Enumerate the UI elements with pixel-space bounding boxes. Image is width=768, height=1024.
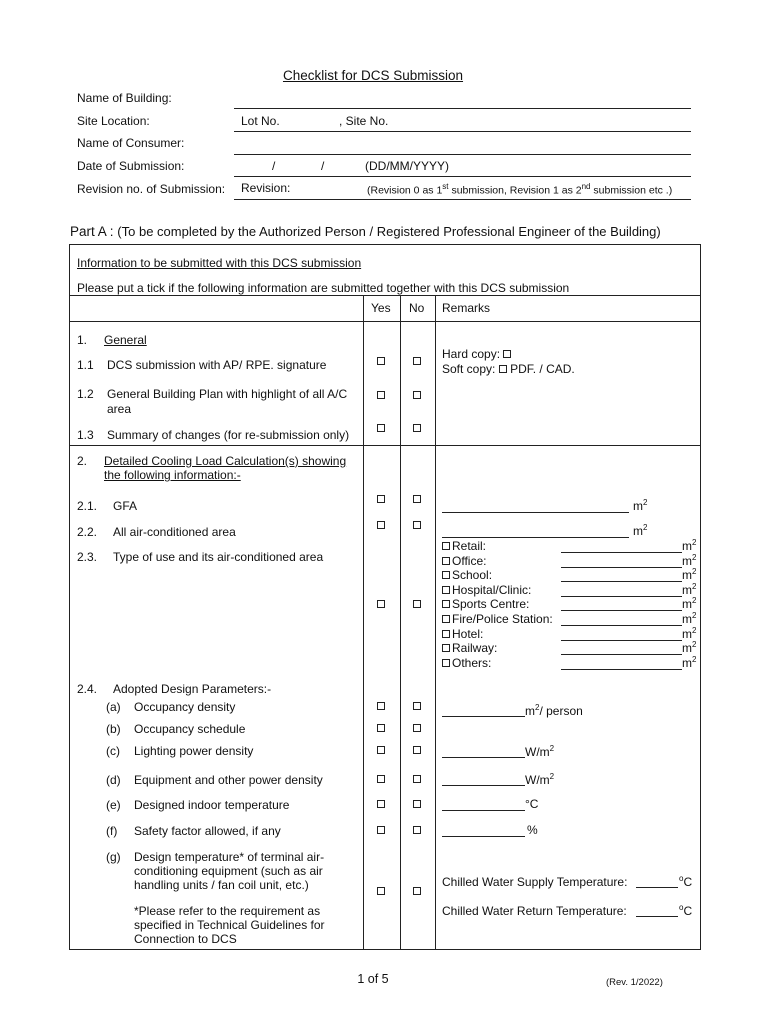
- lighting-power-blank[interactable]: [442, 757, 525, 758]
- item-1-3-no-checkbox[interactable]: [413, 424, 421, 432]
- item-1-3-yes-checkbox[interactable]: [377, 424, 385, 432]
- soft-copy-remark: Soft copy: PDF. / CAD.: [442, 362, 575, 376]
- safety-factor-blank[interactable]: [442, 836, 525, 837]
- chw-return-label: Chilled Water Return Temperature:: [442, 904, 627, 918]
- item-2-2-yes-checkbox[interactable]: [377, 521, 385, 529]
- use-type-area-blank[interactable]: [561, 625, 682, 626]
- item-1-1-no-checkbox[interactable]: [413, 357, 421, 365]
- use-type-label: Sports Centre:: [452, 597, 530, 612]
- use-type-unit: $m^2$: [682, 552, 697, 568]
- occupancy-density-blank[interactable]: [442, 716, 525, 717]
- section-2-title-a: Detailed Cooling Load Calculation(s) showing: [104, 454, 347, 468]
- ac-area-unit: $m^2$: [633, 523, 648, 538]
- param-yes-checkbox[interactable]: [377, 702, 385, 710]
- item-1-1-number: 1.1: [77, 358, 94, 372]
- item-1-1-yes-checkbox[interactable]: [377, 357, 385, 365]
- lighting-power-unit: $W/m^2$: [525, 744, 555, 759]
- use-type-checkbox[interactable]: [442, 586, 450, 594]
- revision-footer: (Rev. 1/2022): [606, 977, 663, 988]
- param-no-checkbox[interactable]: [413, 775, 421, 783]
- revision-line: [234, 199, 691, 200]
- chw-supply-unit: $^o$C: [679, 874, 693, 889]
- section-2-title-b: the following information:-: [104, 468, 241, 482]
- use-type-label: Hotel:: [452, 626, 484, 641]
- info-heading: Information to be submitted with this DCS submission: [77, 256, 362, 270]
- item-1-2-no-checkbox[interactable]: [413, 391, 421, 399]
- param-letter: (c): [106, 744, 120, 758]
- use-type-area-blank[interactable]: [561, 640, 682, 641]
- param-yes-checkbox[interactable]: [377, 746, 385, 754]
- name-of-building-label: Name of Building:: [77, 91, 172, 105]
- param-no-checkbox[interactable]: [413, 800, 421, 808]
- chw-return-unit: $^o$C: [679, 903, 693, 918]
- date-slash-1: /: [272, 159, 276, 173]
- use-type-checkbox[interactable]: [442, 571, 450, 579]
- param-letter: (d): [106, 773, 121, 787]
- use-type-checkbox[interactable]: [442, 557, 450, 565]
- param-text: Lighting power density: [134, 744, 254, 758]
- param-no-checkbox[interactable]: [413, 746, 421, 754]
- col-divider-remarks: [435, 295, 436, 950]
- chw-supply-blank[interactable]: [636, 887, 678, 888]
- use-type-checkbox[interactable]: [442, 600, 450, 608]
- col-divider-yes: [363, 295, 364, 950]
- use-type-label: School:: [452, 568, 493, 583]
- gfa-unit: $m^2$: [633, 498, 648, 513]
- param-text: Design temperature* of terminal air-: [134, 850, 325, 864]
- date-of-submission-label: Date of Submission:: [77, 159, 185, 173]
- name-of-consumer-line: [234, 154, 691, 155]
- use-type-label: Fire/Police Station:: [452, 612, 553, 626]
- item-2-1-text: GFA: [113, 499, 138, 513]
- use-type-unit: $m^2$: [682, 640, 697, 656]
- indoor-temp-unit: °C: [525, 797, 539, 811]
- param-letter: (f): [106, 824, 118, 838]
- section-1-number: 1.: [77, 333, 88, 347]
- param-text: Equipment and other power density: [134, 773, 323, 787]
- page-title: Checklist for DCS Submission: [282, 68, 464, 83]
- name-of-consumer-label: Name of Consumer:: [77, 136, 185, 150]
- item-2-2-number: 2.2.: [77, 525, 98, 539]
- site-no-label: , Site No.: [339, 114, 389, 128]
- use-type-unit: $m^2$: [682, 581, 697, 597]
- use-type-label: Hospital/Clinic:: [452, 582, 532, 597]
- param-g-no-checkbox[interactable]: [413, 887, 421, 895]
- param-letter: (b): [106, 722, 121, 736]
- col-divider-no: [400, 295, 401, 950]
- use-type-checkbox[interactable]: [442, 644, 450, 652]
- part-a-heading: Part A : (To be completed by the Authorized Person / Registered Professional Engineer of the Building): [70, 224, 661, 239]
- site-location-label: Site Location:: [77, 114, 150, 128]
- param-no-checkbox[interactable]: [413, 826, 421, 834]
- item-1-2-text-b: area: [107, 402, 132, 416]
- param-g-line-2: conditioning equipment (such as air: [134, 864, 323, 878]
- revision-note: (Revision 0 as 1st submission, Revision 1 as 2nd submission etc .): [367, 182, 673, 197]
- param-text: Designed indoor temperature: [134, 798, 290, 812]
- page-number: 1 of 5: [357, 972, 389, 986]
- date-slash-2: /: [321, 159, 325, 173]
- equipment-power-blank[interactable]: [442, 785, 525, 786]
- section-1-title: General: [104, 333, 147, 347]
- use-type-area-blank[interactable]: [561, 596, 682, 597]
- param-yes-checkbox[interactable]: [377, 775, 385, 783]
- use-type-area-blank[interactable]: [561, 567, 682, 568]
- use-type-unit: $m^2$: [682, 625, 697, 641]
- item-2-2-no-checkbox[interactable]: [413, 521, 421, 529]
- use-type-area-blank[interactable]: [561, 552, 682, 553]
- use-type-checkbox[interactable]: [442, 615, 450, 623]
- use-type-unit: $m^2$: [682, 567, 697, 583]
- param-g-note-2: specified in Technical Guidelines for: [134, 918, 325, 932]
- use-type-label: Retail:: [452, 539, 487, 553]
- use-type-unit: $m^2$: [682, 611, 697, 626]
- date-format-hint: (DD/MM/YYYY): [365, 159, 449, 173]
- item-2-3-no-checkbox[interactable]: [413, 600, 421, 608]
- use-type-label: Others:: [452, 655, 492, 670]
- item-2-2-text: All air-conditioned area: [113, 525, 236, 539]
- item-2-4-text: Adopted Design Parameters:-: [113, 682, 272, 696]
- item-2-3-text: Type of use and its air-conditioned area: [113, 550, 324, 564]
- site-location-line: [234, 131, 691, 132]
- param-g-note-3: Connection to DCS: [134, 932, 237, 946]
- param-letter: (e): [106, 798, 121, 812]
- use-type-unit: $m^2$: [682, 538, 697, 553]
- use-type-checkbox[interactable]: [442, 659, 450, 667]
- use-type-checkbox[interactable]: [442, 630, 450, 638]
- param-text: Occupancy schedule: [134, 722, 246, 736]
- name-of-building-line: [234, 108, 691, 109]
- item-1-2-number: 1.2: [77, 387, 94, 401]
- param-text: Occupancy density: [134, 700, 236, 714]
- col-no-header: No: [409, 301, 425, 315]
- use-type-area-blank[interactable]: [561, 669, 682, 670]
- revision-label: Revision:: [241, 181, 291, 195]
- info-instruction: Please put a tick if the following information are submitted together with this DCS submission: [77, 281, 570, 295]
- chw-return-blank[interactable]: [636, 916, 678, 917]
- param-letter: (a): [106, 700, 121, 714]
- date-line: [234, 176, 691, 177]
- param-g-line-3: handling units / fan coil unit, etc.): [134, 878, 309, 892]
- ac-area-blank[interactable]: [442, 537, 629, 538]
- table-divider-info: [69, 295, 701, 296]
- section-2-number: 2.: [77, 454, 88, 468]
- soft-copy-checkbox[interactable]: [499, 365, 507, 373]
- param-yes-checkbox[interactable]: [377, 826, 385, 834]
- param-no-checkbox[interactable]: [413, 724, 421, 732]
- gfa-blank[interactable]: [442, 512, 629, 513]
- use-type-label: Railway:: [452, 641, 498, 656]
- param-g-yes-checkbox[interactable]: [377, 887, 385, 895]
- col-yes-header: Yes: [371, 301, 391, 315]
- table-divider-section1: [69, 445, 701, 446]
- use-type-label: Office:: [452, 553, 487, 568]
- occupancy-density-unit: $m^2/$ person: [525, 703, 583, 718]
- hard-copy-checkbox[interactable]: [503, 350, 511, 358]
- item-2-3-number: 2.3.: [77, 550, 98, 564]
- hard-copy-remark: Hard copy:: [442, 347, 511, 361]
- table-divider-header: [69, 321, 701, 322]
- use-type-area-blank[interactable]: [561, 654, 682, 655]
- checklist-table: [69, 244, 701, 950]
- item-1-2-yes-checkbox[interactable]: [377, 391, 385, 399]
- col-remarks-header: Remarks: [442, 301, 491, 315]
- param-text: Safety factor allowed, if any: [134, 824, 281, 838]
- item-1-3-number: 1.3: [77, 428, 94, 442]
- item-1-1-text: DCS submission with AP/ RPE. signature: [107, 358, 327, 372]
- param-g-note-1: *Please refer to the requirement as: [134, 904, 321, 918]
- use-type-unit: $m^2$: [682, 596, 697, 612]
- safety-factor-unit: %: [527, 823, 538, 837]
- item-2-4-number: 2.4.: [77, 682, 98, 696]
- item-2-1-number: 2.1.: [77, 499, 98, 513]
- use-type-checkbox[interactable]: [442, 542, 450, 550]
- use-type-area-blank[interactable]: [561, 581, 682, 582]
- item-2-1-yes-checkbox[interactable]: [377, 495, 385, 503]
- item-1-3-text: Summary of changes (for re-submission only): [107, 428, 350, 442]
- param-no-checkbox[interactable]: [413, 702, 421, 710]
- chw-supply-label: Chilled Water Supply Temperature:: [442, 875, 628, 889]
- param-yes-checkbox[interactable]: [377, 800, 385, 808]
- lot-no-label: Lot No.: [241, 114, 280, 128]
- item-2-3-yes-checkbox[interactable]: [377, 600, 385, 608]
- equipment-power-unit: $W/m^2$: [525, 772, 555, 787]
- param-yes-checkbox[interactable]: [377, 724, 385, 732]
- revision-no-label: Revision no. of Submission:: [77, 182, 226, 196]
- use-type-unit: $m^2$: [682, 654, 697, 670]
- indoor-temp-blank[interactable]: [442, 810, 525, 811]
- item-1-2-text-a: General Building Plan with highlight of all A/C: [107, 387, 348, 401]
- param-letter: (g): [106, 850, 121, 864]
- use-type-area-blank[interactable]: [561, 610, 682, 611]
- item-2-1-no-checkbox[interactable]: [413, 495, 421, 503]
